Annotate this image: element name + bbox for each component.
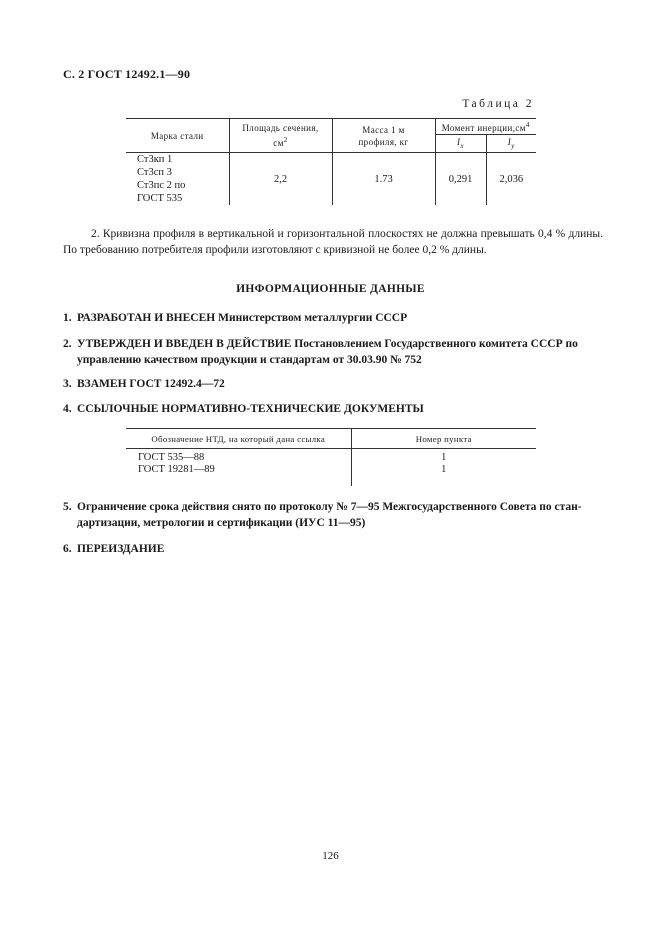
header-area: Площадь сечения, $см^2$ (229, 119, 332, 153)
table-row (126, 153, 536, 206)
clause-number: 1 (441, 464, 447, 475)
info-item-3: 3. ВЗАМЕН ГОСТ 12492.4—72 (63, 378, 225, 390)
clause-number: 1 (441, 452, 447, 463)
header-ix: $I_x$ (435, 135, 486, 153)
page-header: С. 2 ГОСТ 12492.1—90 (63, 67, 191, 81)
profile-properties-table (126, 118, 536, 205)
info-item-1: 1. РАЗРАБОТАН И ВНЕСЕН Министерством металлургии СССР (63, 312, 408, 324)
document-ref: ГОСТ 19281—89 (126, 464, 351, 486)
iy-value: 2,036 (486, 153, 536, 206)
area-superscript: 2 (283, 136, 288, 144)
table-row (126, 464, 536, 486)
info-item-4: 4. ССЫЛОЧНЫЕ НОРМАТИВНО-ТЕХНИЧЕСКИЕ ДОКУМЕНТЫ (63, 403, 424, 415)
document-ref: ГОСТ 535—88 (126, 449, 351, 465)
header-clause: Номер пункта (351, 429, 536, 449)
section-title: ИНФОРМАЦИОННЫЕ ДАННЫЕ (236, 283, 425, 295)
header-iy: $I_y$ (486, 135, 536, 153)
header-moment: Момент $инерции,см^4$ (435, 119, 536, 135)
moment-superscript: 4 (525, 121, 530, 129)
info-item-6: 6. ПЕРЕИЗДАНИЕ (63, 543, 165, 555)
info-item-5: 5. Ограничение срока действия снято по протоколу № 7—95 Межгосударственного Совета по стан- дартизации, метрологии и сертификации (ИУС 11—95) (63, 501, 582, 529)
paragraph-curvature: 2. Кривизна профиля в вертикальной и горизонтальной плоскостях не должна превышать 0,4 % длины. По требованию потребителя профили изготовляют с кривизной не более 0,2 % длины. (63, 228, 603, 256)
mass-value: 1.73 (332, 153, 435, 206)
table-2-caption: Таблица 2 (462, 98, 534, 110)
ix-value: 0,291 (435, 153, 486, 206)
header-document: Обозначение НТД, на который дана ссылка (126, 429, 351, 449)
steel-grades-cell: Ст3кп 1 Ст3сп 3 Ст3пс 2 по ГОСТ 535 (126, 153, 229, 206)
table-row (126, 449, 536, 465)
info-item-2: 2. УТВЕРЖДЕН И ВВЕДЕН В ДЕЙСТВИЕ Постановлением Государственного комитета СССР по управлению качеством продукции и стандартам от 30.03.90 № 752 (63, 338, 578, 366)
header-steel-grade: Марка стали (126, 119, 229, 153)
header-mass: Масса 1 м профиля, кг (332, 119, 435, 153)
referenced-documents-table (126, 428, 536, 486)
page-number: 126 (322, 850, 339, 862)
area-value: 2,2 (229, 153, 332, 206)
